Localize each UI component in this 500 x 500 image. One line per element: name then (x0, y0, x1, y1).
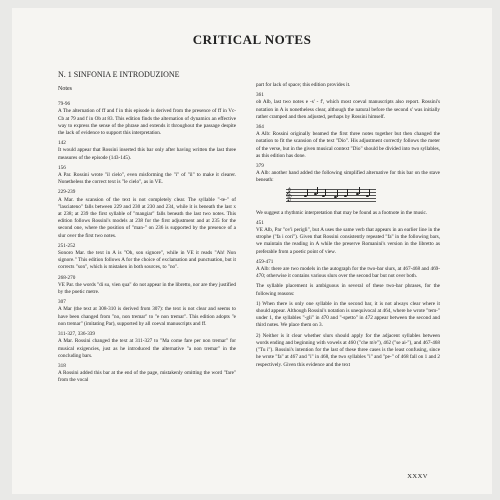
section-heading: N. 1 SINFONIA E INTRODUZIONE (58, 70, 180, 79)
note-text: The syllable placement is ambiguous in several of these two-bar phrases, for the following reasons: (256, 283, 440, 297)
note-entry (58, 189, 236, 239)
note-bar-reference: 361 (256, 92, 264, 99)
note-stem (307, 189, 308, 196)
note-entry (58, 299, 236, 328)
note-entry (58, 363, 236, 385)
note-entry (256, 210, 440, 217)
note-bar-reference: 251-252 (58, 242, 76, 249)
note-entry (58, 275, 236, 297)
note-text: part for lack of space; this edition provides it. (256, 82, 351, 88)
note-entry (256, 163, 440, 185)
note-stem (337, 190, 338, 197)
treble-clef-icon: 𝄞 (285, 186, 293, 201)
note-text: VE Par. the words "di su, vien qua" do not appear in the libretto, nor are they justified by the poetic metre. (58, 281, 236, 296)
document-page (12, 8, 492, 494)
right-column (256, 82, 440, 372)
left-column (58, 70, 236, 388)
note-text: 1) When there is only one syllable in the second bar, it is not always clear where it should appear. Although Rossini's notation is unequivocal at 464, where he wrote "tem-" under 1, the syllables "-gli" in 470 and "-spetto" in 472 appear between the second and third notes. We place them on 3. (256, 300, 440, 329)
note-bar-reference: 268-270 (58, 274, 76, 281)
note-entry (58, 101, 236, 137)
note-bar-reference: 318 (58, 362, 66, 369)
note-stem (347, 189, 348, 196)
note-stem (359, 187, 360, 194)
note-entry (58, 140, 236, 162)
note-bar-reference: 142 (58, 140, 66, 147)
note-text: A Alb: another hand added the following simplified alternative for this bar on the stave beneath: (256, 170, 440, 184)
note-bar-reference: 79-96 (58, 101, 71, 108)
note-text: A Alb: Rossini originally beamed the first three notes together but then changed the notation to fit the scansion of the text "Dio". His adjustment correctly follows the meter of the verse, but in the given musical context "Dio" should be divided into two syllables, as this edition has done. (256, 131, 440, 159)
note-text: A Par. Rossini wrote "il cielo", even misforming the "i" of "il" to make it clearer. Nonetheless the correct text is "le cielo", as in VE. (58, 172, 236, 186)
page-number: XXXV (407, 473, 428, 480)
note-entry (256, 124, 440, 160)
music-example-staff (285, 186, 376, 205)
note-text: 2) Neither is it clear whether slurs should apply for the adjacent syllables between words ending and beginning with vowels at 460 ("che m'e"), 462 ("se ai-"), and 467-468 ("Tu i"). Rossini's intention for the last of these three cases is the least confusing, since he wrote "fa" at 467 and "i" in 468, the two syllables "i" and "pe-" of 468 fall on 1 and 2 respectively. Given this evidence and the text (256, 332, 440, 368)
note-bar-reference: 156 (58, 164, 66, 171)
notes-label: Notes (58, 86, 72, 92)
right-notes-list (256, 82, 440, 369)
note-text: A Rossini added this bar at the end of the page, mistakenly omitting the word "fare" from the vocal (58, 370, 236, 384)
note-text: Sonoro Mar. the text in A is "Oh, son signore", while in VE it reads "Ah! Non signore." This edition follows A for the choice of exclamation and punctuation, but it corrects "son", which is mistaken in both sources, to "no". (58, 250, 236, 271)
note-stem (369, 189, 370, 196)
note-bar-reference: 379 (256, 163, 264, 170)
note-text: A Alb: there are two models in the autograph for the two-bar slurs, at 467-468 and 469-470; otherwise it contains various slurs over the second bar but not over both. (256, 266, 440, 280)
note-entry (256, 92, 440, 121)
note-entry (256, 283, 440, 297)
note-entry (58, 331, 236, 360)
note-entry (256, 301, 440, 330)
left-notes-list (58, 101, 236, 384)
note-entry (256, 220, 440, 256)
note-text: A Mar. the scansion of the text is not completely clear. The syllable "-te-" of "lasciateno" falls between 229 and 230 at 230 and 234, while it is beneath the last x at 238; at 239 the first syllable of "mangiar" falls beneath the last two notes. This edition follows Rossini's models at 238 for the first adjustment and at 235 for the second one, where the position of "man-" on 236 is supported by the presence of a slur over the first two notes. (58, 196, 236, 239)
note-bar-reference: 451 (256, 219, 264, 226)
note-bar-reference: 307 (58, 299, 66, 306)
note-text: It would appear that Rossini inserted this bar only after having written the last three measures of the episode (143-145). (58, 147, 236, 161)
note-entry (256, 333, 440, 369)
note-bar-reference: 459-471 (256, 258, 274, 265)
note-entry (256, 82, 440, 89)
note-bar-reference: 311-327, 336-339 (58, 331, 95, 338)
note-stem (325, 189, 326, 196)
note-bar-reference: 229-239 (58, 189, 76, 196)
note-text: ob Alb, last two notes e -s' - f', which most coeval manuscripts also report. Rossini's notation in A is nonetheless clear, although the natural before the second s' was initially rather cramped and then adjusted, perhaps by Rossini himself. (256, 99, 440, 120)
note-entry (58, 243, 236, 272)
note-entry (256, 259, 440, 281)
note-bar-reference: 364 (256, 124, 264, 131)
note-text: VE Alb, Par "ov'i perigli", but A uses the same verb that appears in an earlier line in the strophe ("fa i cori"). Given that Rossini consistently repeated "fa" in the following bars, we maintain the reading in A while the preserve Romanini's version in the libretto as preferable from a poetic point of view. (256, 227, 440, 255)
note-text: We suggest a rhythmic interpretation that may be found as a footnote in the music. (256, 209, 428, 216)
note-text: A Mar. Rossini changed the text at 311-327 to "Ma come fare per non tremar" for musical exigencies, just as he introduced the alternative "a non tremar" in the concluding bars. (58, 338, 236, 359)
note-entry (58, 165, 236, 187)
note-text: A The alternation of ff and f in this episode is derived from the presence of ff in Vc-Cb at 79 and f in Ob at 83. This edition finds the alternation of dynamics an effective way to express the sense of the phrase and extends it throughout the passage despite the lack of evidence to support this interpretation. (58, 108, 236, 137)
note-stem (317, 187, 318, 194)
note-text: A Mar (the text at 308-310 is derived from 307): the text is not clear and seems to have been changed from "no, non tremar" to "e non tremar". This edition adopts "e non tremar" (imitating Par), supported by all coeval manuscripts and ff. (58, 306, 236, 327)
page-title: CRITICAL NOTES (192, 32, 312, 47)
